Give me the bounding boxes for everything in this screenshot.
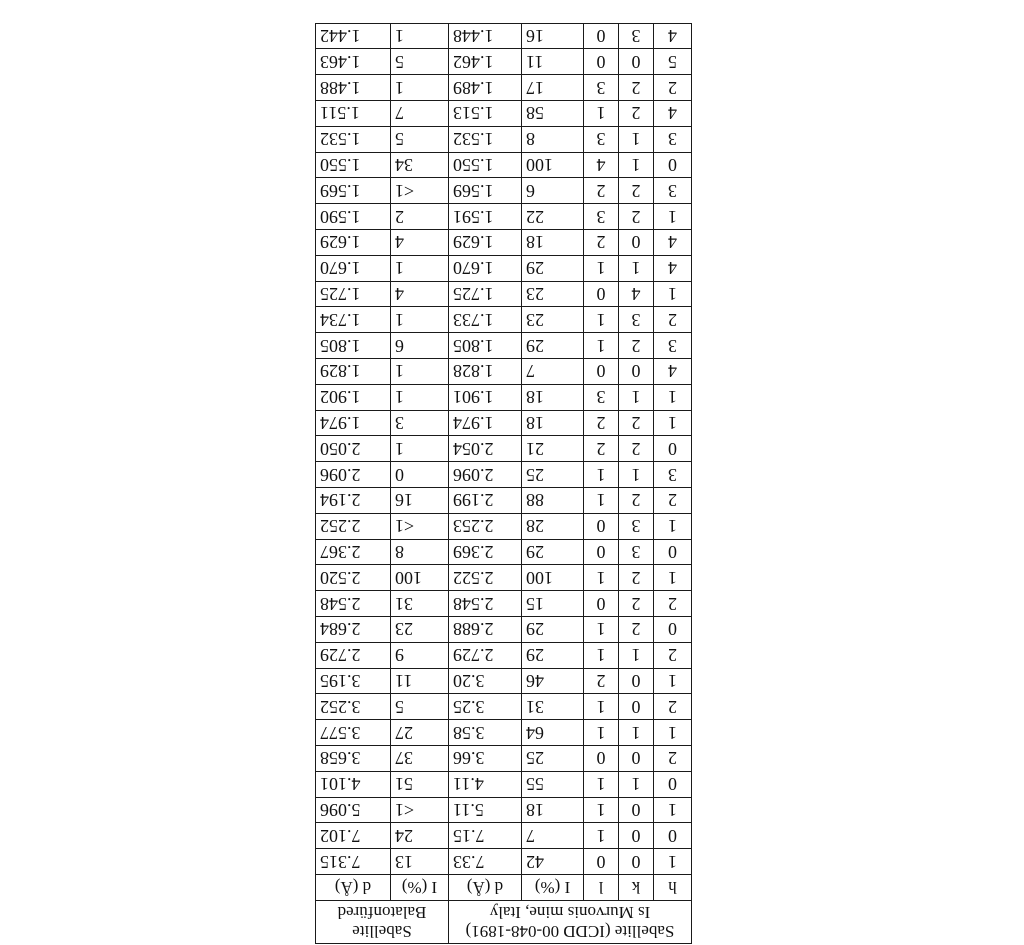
cell-h: 1 (654, 410, 692, 436)
cell-k: 2 (619, 333, 654, 359)
table-row (315, 101, 691, 127)
table-row (315, 849, 691, 875)
cell-intensity-sample: 1 (390, 359, 448, 385)
cell-h: 4 (654, 359, 692, 385)
cell-intensity-ref: 11 (522, 49, 584, 75)
cell-l: 1 (584, 255, 619, 281)
cell-intensity-ref: 31 (522, 694, 584, 720)
cell-l: 1 (584, 642, 619, 668)
cell-h: 4 (654, 23, 692, 49)
cell-k: 4 (619, 281, 654, 307)
cell-intensity-ref: 6 (522, 178, 584, 204)
cell-k: 2 (619, 101, 654, 127)
icdd-reference-locality: Is Murvonis mine, Italy (489, 903, 651, 922)
cell-d-sample: 1.902 (315, 384, 390, 410)
cell-l: 1 (584, 462, 619, 488)
cell-intensity-sample: 27 (390, 720, 448, 746)
cell-l: 1 (584, 771, 619, 797)
cell-intensity-sample: 6 (390, 333, 448, 359)
cell-intensity-sample: 0 (390, 462, 448, 488)
table-row (315, 642, 691, 668)
cell-d-ref: 3.25 (448, 694, 521, 720)
column-header-l: l (584, 875, 619, 901)
cell-d-ref: 2.253 (448, 513, 521, 539)
cell-intensity-sample: 16 (390, 488, 448, 514)
cell-h: 3 (654, 126, 692, 152)
cell-h: 1 (654, 565, 692, 591)
cell-h: 2 (654, 488, 692, 514)
table-row (315, 49, 691, 75)
cell-intensity-ref: 18 (522, 384, 584, 410)
cell-intensity-ref: 25 (522, 746, 584, 772)
cell-intensity-sample: 1 (390, 307, 448, 333)
cell-l: 1 (584, 797, 619, 823)
table-row (315, 152, 691, 178)
cell-l: 1 (584, 333, 619, 359)
cell-d-ref: 7.15 (448, 823, 521, 849)
cell-l: 1 (584, 617, 619, 643)
cell-d-ref: 1.513 (448, 101, 521, 127)
cell-l: 0 (584, 539, 619, 565)
cell-intensity-ref: 17 (522, 75, 584, 101)
cell-intensity-sample: 2 (390, 204, 448, 230)
cell-intensity-sample: 1 (390, 384, 448, 410)
cell-l: 3 (584, 384, 619, 410)
cell-k: 2 (619, 410, 654, 436)
cell-d-sample: 2.050 (315, 436, 390, 462)
table-row (315, 126, 691, 152)
cell-h: 1 (654, 668, 692, 694)
cell-intensity-ref: 22 (522, 204, 584, 230)
cell-k: 1 (619, 255, 654, 281)
cell-intensity-sample: <1 (390, 513, 448, 539)
cell-d-sample: 1.734 (315, 307, 390, 333)
cell-k: 0 (619, 49, 654, 75)
table-row (315, 333, 691, 359)
cell-intensity-ref: 21 (522, 436, 584, 462)
cell-d-sample: 1.974 (315, 410, 390, 436)
cell-k: 0 (619, 797, 654, 823)
cell-k: 0 (619, 359, 654, 385)
table-row (315, 694, 691, 720)
cell-h: 1 (654, 849, 692, 875)
cell-k: 0 (619, 694, 654, 720)
cell-d-ref: 1.532 (448, 126, 521, 152)
cell-l: 1 (584, 720, 619, 746)
cell-l: 1 (584, 823, 619, 849)
table-row (315, 75, 691, 101)
cell-d-ref: 2.688 (448, 617, 521, 643)
cell-d-sample: 1.550 (315, 152, 390, 178)
cell-d-ref: 1.462 (448, 49, 521, 75)
cell-intensity-ref: 7 (522, 823, 584, 849)
table-group-header-row (315, 901, 691, 944)
cell-k: 3 (619, 513, 654, 539)
cell-d-ref: 7.33 (448, 849, 521, 875)
cell-d-sample: 2.520 (315, 565, 390, 591)
cell-k: 0 (619, 746, 654, 772)
cell-k: 2 (619, 204, 654, 230)
cell-intensity-sample: 4 (390, 281, 448, 307)
cell-k: 3 (619, 539, 654, 565)
column-header-row (315, 875, 691, 901)
cell-d-ref: 1.828 (448, 359, 521, 385)
cell-intensity-ref: 29 (522, 333, 584, 359)
cell-d-ref: 2.054 (448, 436, 521, 462)
cell-k: 2 (619, 617, 654, 643)
cell-intensity-ref: 64 (522, 720, 584, 746)
cell-d-ref: 5.11 (448, 797, 521, 823)
cell-intensity-ref: 58 (522, 101, 584, 127)
table-row (315, 823, 691, 849)
cell-intensity-sample: 31 (390, 591, 448, 617)
cell-intensity-sample: 4 (390, 230, 448, 256)
table-row (315, 746, 691, 772)
cell-d-sample: 2.252 (315, 513, 390, 539)
cell-intensity-ref: 8 (522, 126, 584, 152)
cell-intensity-ref: 29 (522, 255, 584, 281)
cell-k: 0 (619, 823, 654, 849)
table-row (315, 591, 691, 617)
column-header-intensity-ref: I (%) (522, 875, 584, 901)
cell-intensity-sample: 5 (390, 126, 448, 152)
cell-intensity-ref: 88 (522, 488, 584, 514)
column-header-d-sample: d (Å) (315, 875, 390, 901)
cell-h: 2 (654, 642, 692, 668)
cell-h: 0 (654, 823, 692, 849)
cell-k: 2 (619, 436, 654, 462)
cell-d-ref: 3.58 (448, 720, 521, 746)
cell-intensity-sample: <1 (390, 178, 448, 204)
cell-d-sample: 3.195 (315, 668, 390, 694)
cell-h: 3 (654, 333, 692, 359)
cell-d-ref: 2.369 (448, 539, 521, 565)
cell-l: 0 (584, 746, 619, 772)
cell-intensity-ref: 15 (522, 591, 584, 617)
cell-k: 2 (619, 178, 654, 204)
cell-intensity-ref: 29 (522, 539, 584, 565)
cell-l: 2 (584, 230, 619, 256)
table-row (315, 488, 691, 514)
cell-h: 3 (654, 178, 692, 204)
cell-h: 4 (654, 101, 692, 127)
cell-d-sample: 1.629 (315, 230, 390, 256)
cell-d-ref: 1.805 (448, 333, 521, 359)
cell-intensity-sample: 24 (390, 823, 448, 849)
cell-d-sample: 5.096 (315, 797, 390, 823)
cell-h: 4 (654, 230, 692, 256)
cell-intensity-ref: 29 (522, 642, 584, 668)
table-row (315, 204, 691, 230)
cell-l: 2 (584, 436, 619, 462)
cell-k: 2 (619, 565, 654, 591)
cell-h: 2 (654, 694, 692, 720)
cell-d-sample: 3.252 (315, 694, 390, 720)
cell-k: 1 (619, 720, 654, 746)
table-row (315, 539, 691, 565)
cell-h: 0 (654, 152, 692, 178)
group-header-icdd-reference (448, 901, 691, 944)
table-row (315, 178, 691, 204)
xrd-comparison-table (315, 23, 692, 944)
cell-l: 1 (584, 694, 619, 720)
cell-d-sample: 3.658 (315, 746, 390, 772)
group-header-balatonfured (315, 901, 448, 944)
table-row (315, 307, 691, 333)
cell-d-sample: 1.569 (315, 178, 390, 204)
cell-l: 3 (584, 75, 619, 101)
table-row (315, 281, 691, 307)
cell-k: 2 (619, 488, 654, 514)
cell-k: 1 (619, 462, 654, 488)
cell-k: 1 (619, 384, 654, 410)
cell-d-ref: 1.725 (448, 281, 521, 307)
cell-h: 2 (654, 591, 692, 617)
cell-h: 1 (654, 797, 692, 823)
cell-k: 0 (619, 230, 654, 256)
cell-k: 0 (619, 668, 654, 694)
cell-d-ref: 1.670 (448, 255, 521, 281)
cell-intensity-ref: 55 (522, 771, 584, 797)
cell-l: 2 (584, 178, 619, 204)
cell-intensity-ref: 42 (522, 849, 584, 875)
cell-d-ref: 1.974 (448, 410, 521, 436)
cell-k: 0 (619, 849, 654, 875)
cell-intensity-sample: 37 (390, 746, 448, 772)
cell-d-ref: 1.591 (448, 204, 521, 230)
cell-l: 1 (584, 307, 619, 333)
cell-l: 1 (584, 488, 619, 514)
cell-d-sample: 2.729 (315, 642, 390, 668)
cell-d-ref: 1.569 (448, 178, 521, 204)
cell-intensity-ref: 46 (522, 668, 584, 694)
cell-d-sample: 1.463 (315, 49, 390, 75)
cell-l: 2 (584, 668, 619, 694)
cell-intensity-sample: <1 (390, 797, 448, 823)
cell-intensity-ref: 18 (522, 797, 584, 823)
cell-intensity-sample: 8 (390, 539, 448, 565)
cell-l: 2 (584, 410, 619, 436)
cell-intensity-sample: 1 (390, 75, 448, 101)
cell-intensity-sample: 23 (390, 617, 448, 643)
cell-d-sample: 1.670 (315, 255, 390, 281)
cell-k: 1 (619, 126, 654, 152)
column-header-h: h (654, 875, 692, 901)
cell-h: 1 (654, 513, 692, 539)
cell-intensity-sample: 5 (390, 49, 448, 75)
table-row (315, 797, 691, 823)
cell-d-sample: 4.101 (315, 771, 390, 797)
cell-l: 1 (584, 565, 619, 591)
cell-l: 0 (584, 23, 619, 49)
table-row (315, 23, 691, 49)
cell-d-ref: 1.733 (448, 307, 521, 333)
cell-h: 1 (654, 720, 692, 746)
cell-h: 0 (654, 617, 692, 643)
cell-d-ref: 1.489 (448, 75, 521, 101)
cell-d-sample: 7.315 (315, 849, 390, 875)
table-row (315, 668, 691, 694)
cell-d-sample: 2.684 (315, 617, 390, 643)
cell-h: 3 (654, 462, 692, 488)
table-row (315, 565, 691, 591)
cell-d-ref: 3.20 (448, 668, 521, 694)
cell-d-sample: 1.829 (315, 359, 390, 385)
cell-l: 0 (584, 849, 619, 875)
cell-intensity-ref: 7 (522, 359, 584, 385)
cell-intensity-sample: 1 (390, 436, 448, 462)
cell-h: 2 (654, 307, 692, 333)
cell-h: 0 (654, 539, 692, 565)
table-row (315, 617, 691, 643)
cell-d-sample: 1.532 (315, 126, 390, 152)
cell-h: 1 (654, 384, 692, 410)
table-row (315, 513, 691, 539)
cell-intensity-sample: 1 (390, 255, 448, 281)
balatonfured-title: Sabellite (352, 922, 412, 941)
cell-k: 3 (619, 23, 654, 49)
cell-k: 2 (619, 591, 654, 617)
cell-d-sample: 3.577 (315, 720, 390, 746)
table-row (315, 720, 691, 746)
cell-h: 4 (654, 255, 692, 281)
cell-l: 0 (584, 513, 619, 539)
cell-d-ref: 4.11 (448, 771, 521, 797)
rotated-table-container (316, 26, 692, 944)
cell-intensity-sample: 1 (390, 23, 448, 49)
cell-h: 0 (654, 436, 692, 462)
cell-d-sample: 1.805 (315, 333, 390, 359)
cell-k: 2 (619, 75, 654, 101)
cell-h: 1 (654, 281, 692, 307)
column-header-d-ref: d (Å) (448, 875, 521, 901)
cell-l: 0 (584, 281, 619, 307)
cell-d-sample: 7.102 (315, 823, 390, 849)
cell-intensity-sample: 11 (390, 668, 448, 694)
cell-l: 1 (584, 101, 619, 127)
cell-d-ref: 1.448 (448, 23, 521, 49)
icdd-reference-title: Sabellite (ICDD 00-048-1891) (465, 922, 675, 941)
cell-d-ref: 2.199 (448, 488, 521, 514)
cell-intensity-sample: 51 (390, 771, 448, 797)
cell-d-sample: 1.488 (315, 75, 390, 101)
cell-l: 0 (584, 591, 619, 617)
cell-intensity-ref: 18 (522, 230, 584, 256)
cell-l: 4 (584, 152, 619, 178)
column-header-intensity-sample: I (%) (390, 875, 448, 901)
table-row (315, 230, 691, 256)
table-body (315, 23, 691, 874)
cell-intensity-sample: 13 (390, 849, 448, 875)
cell-h: 2 (654, 746, 692, 772)
table-row (315, 771, 691, 797)
cell-l: 3 (584, 126, 619, 152)
cell-intensity-sample: 3 (390, 410, 448, 436)
cell-d-sample: 2.096 (315, 462, 390, 488)
cell-k: 1 (619, 771, 654, 797)
cell-intensity-sample: 5 (390, 694, 448, 720)
cell-d-sample: 1.511 (315, 101, 390, 127)
cell-d-sample: 1.725 (315, 281, 390, 307)
table-row (315, 359, 691, 385)
cell-k: 3 (619, 307, 654, 333)
cell-d-ref: 1.629 (448, 230, 521, 256)
cell-d-ref: 2.548 (448, 591, 521, 617)
cell-d-sample: 2.548 (315, 591, 390, 617)
cell-h: 5 (654, 49, 692, 75)
cell-d-sample: 2.367 (315, 539, 390, 565)
cell-d-ref: 1.901 (448, 384, 521, 410)
cell-d-ref: 2.729 (448, 642, 521, 668)
cell-l: 0 (584, 359, 619, 385)
cell-intensity-ref: 23 (522, 281, 584, 307)
table-row (315, 410, 691, 436)
cell-k: 1 (619, 152, 654, 178)
column-header-k: k (619, 875, 654, 901)
cell-d-sample: 1.590 (315, 204, 390, 230)
cell-h: 0 (654, 771, 692, 797)
cell-l: 0 (584, 49, 619, 75)
cell-d-ref: 2.096 (448, 462, 521, 488)
cell-k: 1 (619, 642, 654, 668)
cell-intensity-ref: 25 (522, 462, 584, 488)
cell-d-sample: 1.442 (315, 23, 390, 49)
cell-d-ref: 3.66 (448, 746, 521, 772)
cell-intensity-ref: 29 (522, 617, 584, 643)
cell-d-ref: 2.522 (448, 565, 521, 591)
cell-l: 3 (584, 204, 619, 230)
table-row (315, 255, 691, 281)
cell-intensity-ref: 100 (522, 152, 584, 178)
balatonfured-locality: Balatonfüred (337, 903, 427, 922)
cell-h: 2 (654, 75, 692, 101)
cell-intensity-ref: 100 (522, 565, 584, 591)
table-row (315, 436, 691, 462)
cell-intensity-ref: 28 (522, 513, 584, 539)
cell-intensity-ref: 18 (522, 410, 584, 436)
table-row (315, 462, 691, 488)
cell-intensity-sample: 34 (390, 152, 448, 178)
cell-d-sample: 2.194 (315, 488, 390, 514)
cell-d-ref: 1.550 (448, 152, 521, 178)
cell-intensity-sample: 9 (390, 642, 448, 668)
table-row (315, 384, 691, 410)
cell-intensity-ref: 16 (522, 23, 584, 49)
cell-intensity-sample: 100 (390, 565, 448, 591)
cell-intensity-sample: 7 (390, 101, 448, 127)
cell-h: 1 (654, 204, 692, 230)
cell-intensity-ref: 23 (522, 307, 584, 333)
